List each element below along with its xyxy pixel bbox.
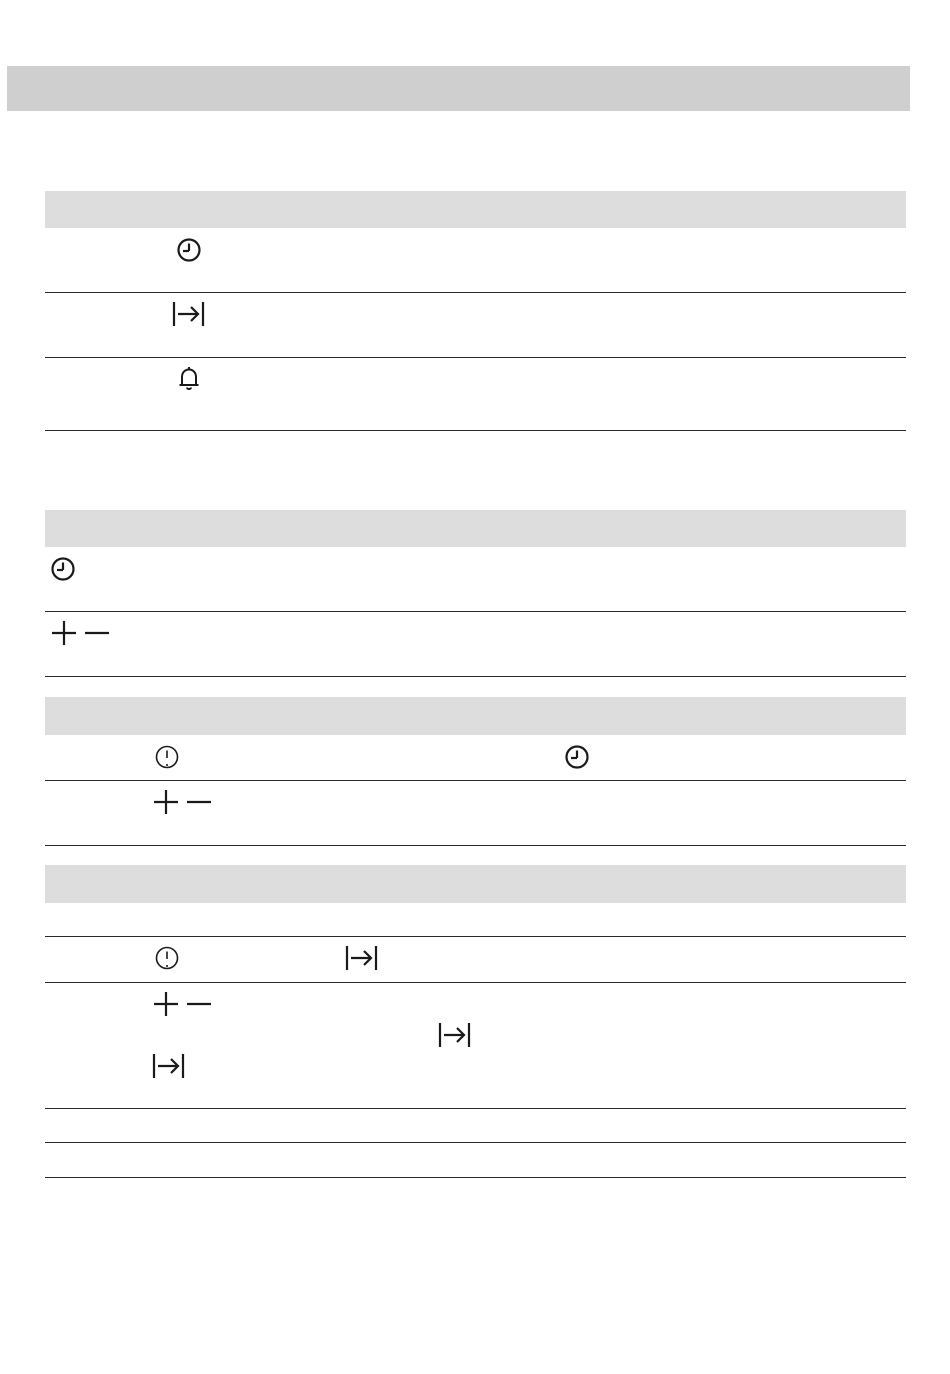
- clock-icon: [176, 237, 202, 263]
- page-header-banner: [7, 66, 910, 111]
- plus-icon: [153, 991, 179, 1017]
- row-divider: [45, 430, 906, 431]
- row-divider: [45, 845, 906, 846]
- row-divider: [45, 780, 906, 781]
- row-divider: [45, 611, 906, 612]
- function-clock-icon: [154, 744, 180, 770]
- row-divider: [45, 1177, 906, 1178]
- section-header-setting-time: [45, 510, 906, 547]
- row-divider: [45, 357, 906, 358]
- row-divider: [45, 292, 906, 293]
- plus-icon: [51, 620, 77, 646]
- end-arrow-icon: [152, 1052, 186, 1080]
- minus-icon: [186, 789, 212, 815]
- section-header-setting-end: [45, 865, 906, 903]
- minus-icon: [186, 991, 212, 1017]
- end-arrow-icon: [345, 944, 379, 972]
- bell-icon: [177, 366, 201, 392]
- row-divider: [45, 1142, 906, 1143]
- end-arrow-icon: [172, 300, 206, 328]
- row-divider: [45, 676, 906, 677]
- section-header-clock-functions: [45, 191, 906, 228]
- row-divider: [45, 936, 906, 937]
- plus-icon: [153, 789, 179, 815]
- clock-icon: [50, 556, 76, 582]
- end-arrow-icon: [438, 1021, 472, 1049]
- section-header-setting-duration: [45, 697, 906, 735]
- row-divider: [45, 982, 906, 983]
- row-divider: [45, 1108, 906, 1109]
- clock-icon: [564, 744, 590, 770]
- minus-icon: [84, 620, 110, 646]
- function-clock-icon: [154, 945, 180, 971]
